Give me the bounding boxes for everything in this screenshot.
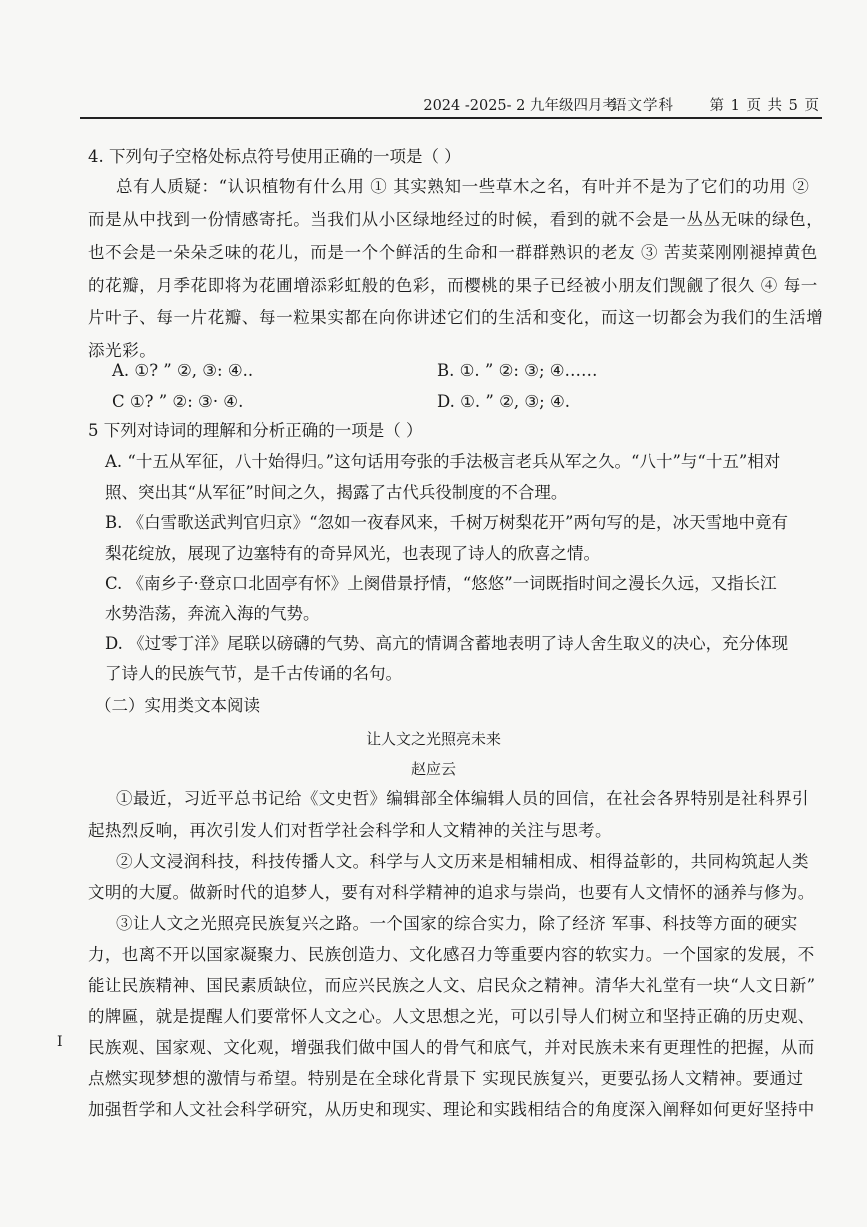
article-line: ①最近，习近平总书记给《文史哲》编辑部全体编辑人员的回信，在社会各界特别是社科界引 xyxy=(116,789,809,808)
page-number: 第 1 页 共 5 页 xyxy=(709,98,820,114)
article-author: 赵应云 xyxy=(411,760,456,778)
article-line: 力，也离不开以国家凝聚力、民族创造力、文化感召力等重要内容的软实力。一个国家的发展，不 xyxy=(88,945,815,964)
q4-option-d: D. ①. ” ②, ③; ④. xyxy=(437,392,571,411)
q4-option-b: B. ①. ” ②: ③; ④…… xyxy=(437,361,598,380)
q5-option-line: 水势浩荡，奔流入海的气势。 xyxy=(105,604,320,623)
q5-option-line: 梨花绽放，展现了边塞特有的奇异风光，也表现了诗人的欣喜之情。 xyxy=(105,544,600,563)
q5-option-line: 了诗人的民族气节，是千古传诵的名句。 xyxy=(105,664,402,683)
article-line: ②人文浸润科技，科技传播人文。科学与人文历来是相辅相成、相得益彰的，共同构筑起人类 xyxy=(116,852,809,871)
q4-passage-line: 也不会是一朵朵乏味的花儿，而是一个个鲜活的生命和一群群熟识的老友 ③ 苦荬菜刚刚褪掉黄色 xyxy=(88,243,818,262)
article-line: 民族观、国家观、文化观，增强我们做中国人的骨气和底气，并对民族未来有更理性的把握，从而 xyxy=(88,1038,815,1057)
q5-stem: 5 下列对诗词的理解和分析正确的一项是（ ） xyxy=(88,421,423,440)
q5-option-line: D. 《过零丁洋》尾联以磅礴的气势、高亢的情调含蓄地表明了诗人舍生取义的决心，充分体现 xyxy=(105,634,789,653)
page-header xyxy=(80,93,822,119)
exam-name: 2024 -2025- 2 九年级四月考 xyxy=(423,98,617,114)
article-line: 的牌匾，就是提醒人们要常怀人文之心。人文思想之光，可以引导人们树立和坚持正确的历史观、 xyxy=(88,1007,815,1026)
subject-name: 语文学科 xyxy=(612,98,674,114)
q4-passage-line: 添光彩。 xyxy=(88,341,157,360)
q4-passage-line: 总有人质疑：“认识植物有什么用 ① 其实熟知一些草木之名，有叶并不是为了它们的功用 ② xyxy=(116,177,810,196)
article-line: 点燃实现梦想的激情与希望。特别是在全球化背景下 实现民族复兴，更要弘扬人文精神。要通过 xyxy=(88,1069,804,1088)
article-line: 文明的大厦。做新时代的追梦人，要有对科学精神的追求与崇尚，也要有人文情怀的涵养与修为。 xyxy=(88,883,815,902)
margin-mark: I xyxy=(57,1034,63,1050)
q4-option-a: A. ①? ” ②, ③: ④.. xyxy=(112,361,254,380)
q4-passage-line: 片叶子、每一片花瓣、每一粒果实都在向你讲述它们的生活和变化，而这一切都会为我们的生活增 xyxy=(88,308,824,327)
section-heading: （二）实用类文本阅读 xyxy=(95,696,260,715)
q4-passage-line: 的花瓣，月季花即将为花圃增添彩虹般的色彩，而樱桃的果子已经被小朋友们觊觎了很久 ④ 每一 xyxy=(88,276,818,295)
article-line: 起热烈反响，再次引发人们对哲学社会科学和人文精神的关注与思考。 xyxy=(88,821,612,840)
q4-stem: 4. 下列句子空格处标点符号使用正确的一项是（ ） xyxy=(88,147,461,166)
q5-option-line: 照、突出其“从军征”时间之久，揭露了古代兵役制度的不合理。 xyxy=(105,483,568,502)
q5-option-line: A. “十五从军征，八十始得归。”这句话用夸张的手法极言老兵从军之久。“八十”与“十五”相对 xyxy=(105,452,781,471)
article-line: 能让民族精神、国民素质缺位，而应兴民族之人文、启民众之精神。清华大礼堂有一块“人文日新” xyxy=(88,976,816,995)
q4-option-c: C ①? ” ②: ③· ④. xyxy=(112,392,244,411)
q4-passage-line: 而是从中找到一份情感寄托。当我们从小区绿地经过的时候，看到的就不会是一丛丛无味的绿色， xyxy=(88,210,824,229)
q5-option-line: B. 《白雪歌送武判官归京》“忽如一夜春风来，千树万树梨花开”两句写的是，冰天雪地中竟有 xyxy=(105,513,788,532)
article-title: 让人文之光照亮未来 xyxy=(366,730,501,748)
article-line: ③让人文之光照亮民族复兴之路。一个国家的综合实力，除了经济 军事、科技等方面的硬实 xyxy=(116,914,798,933)
article-line: 加强哲学和人文社会科学研究，从历史和现实、理论和实践相结合的角度深入阐释如何更好坚持中 xyxy=(88,1100,815,1119)
q5-option-line: C. 《南乡子·登京口北固亭有怀》上阕借景抒情，“悠悠”一词既指时间之漫长久远，又指长江 xyxy=(105,574,777,593)
